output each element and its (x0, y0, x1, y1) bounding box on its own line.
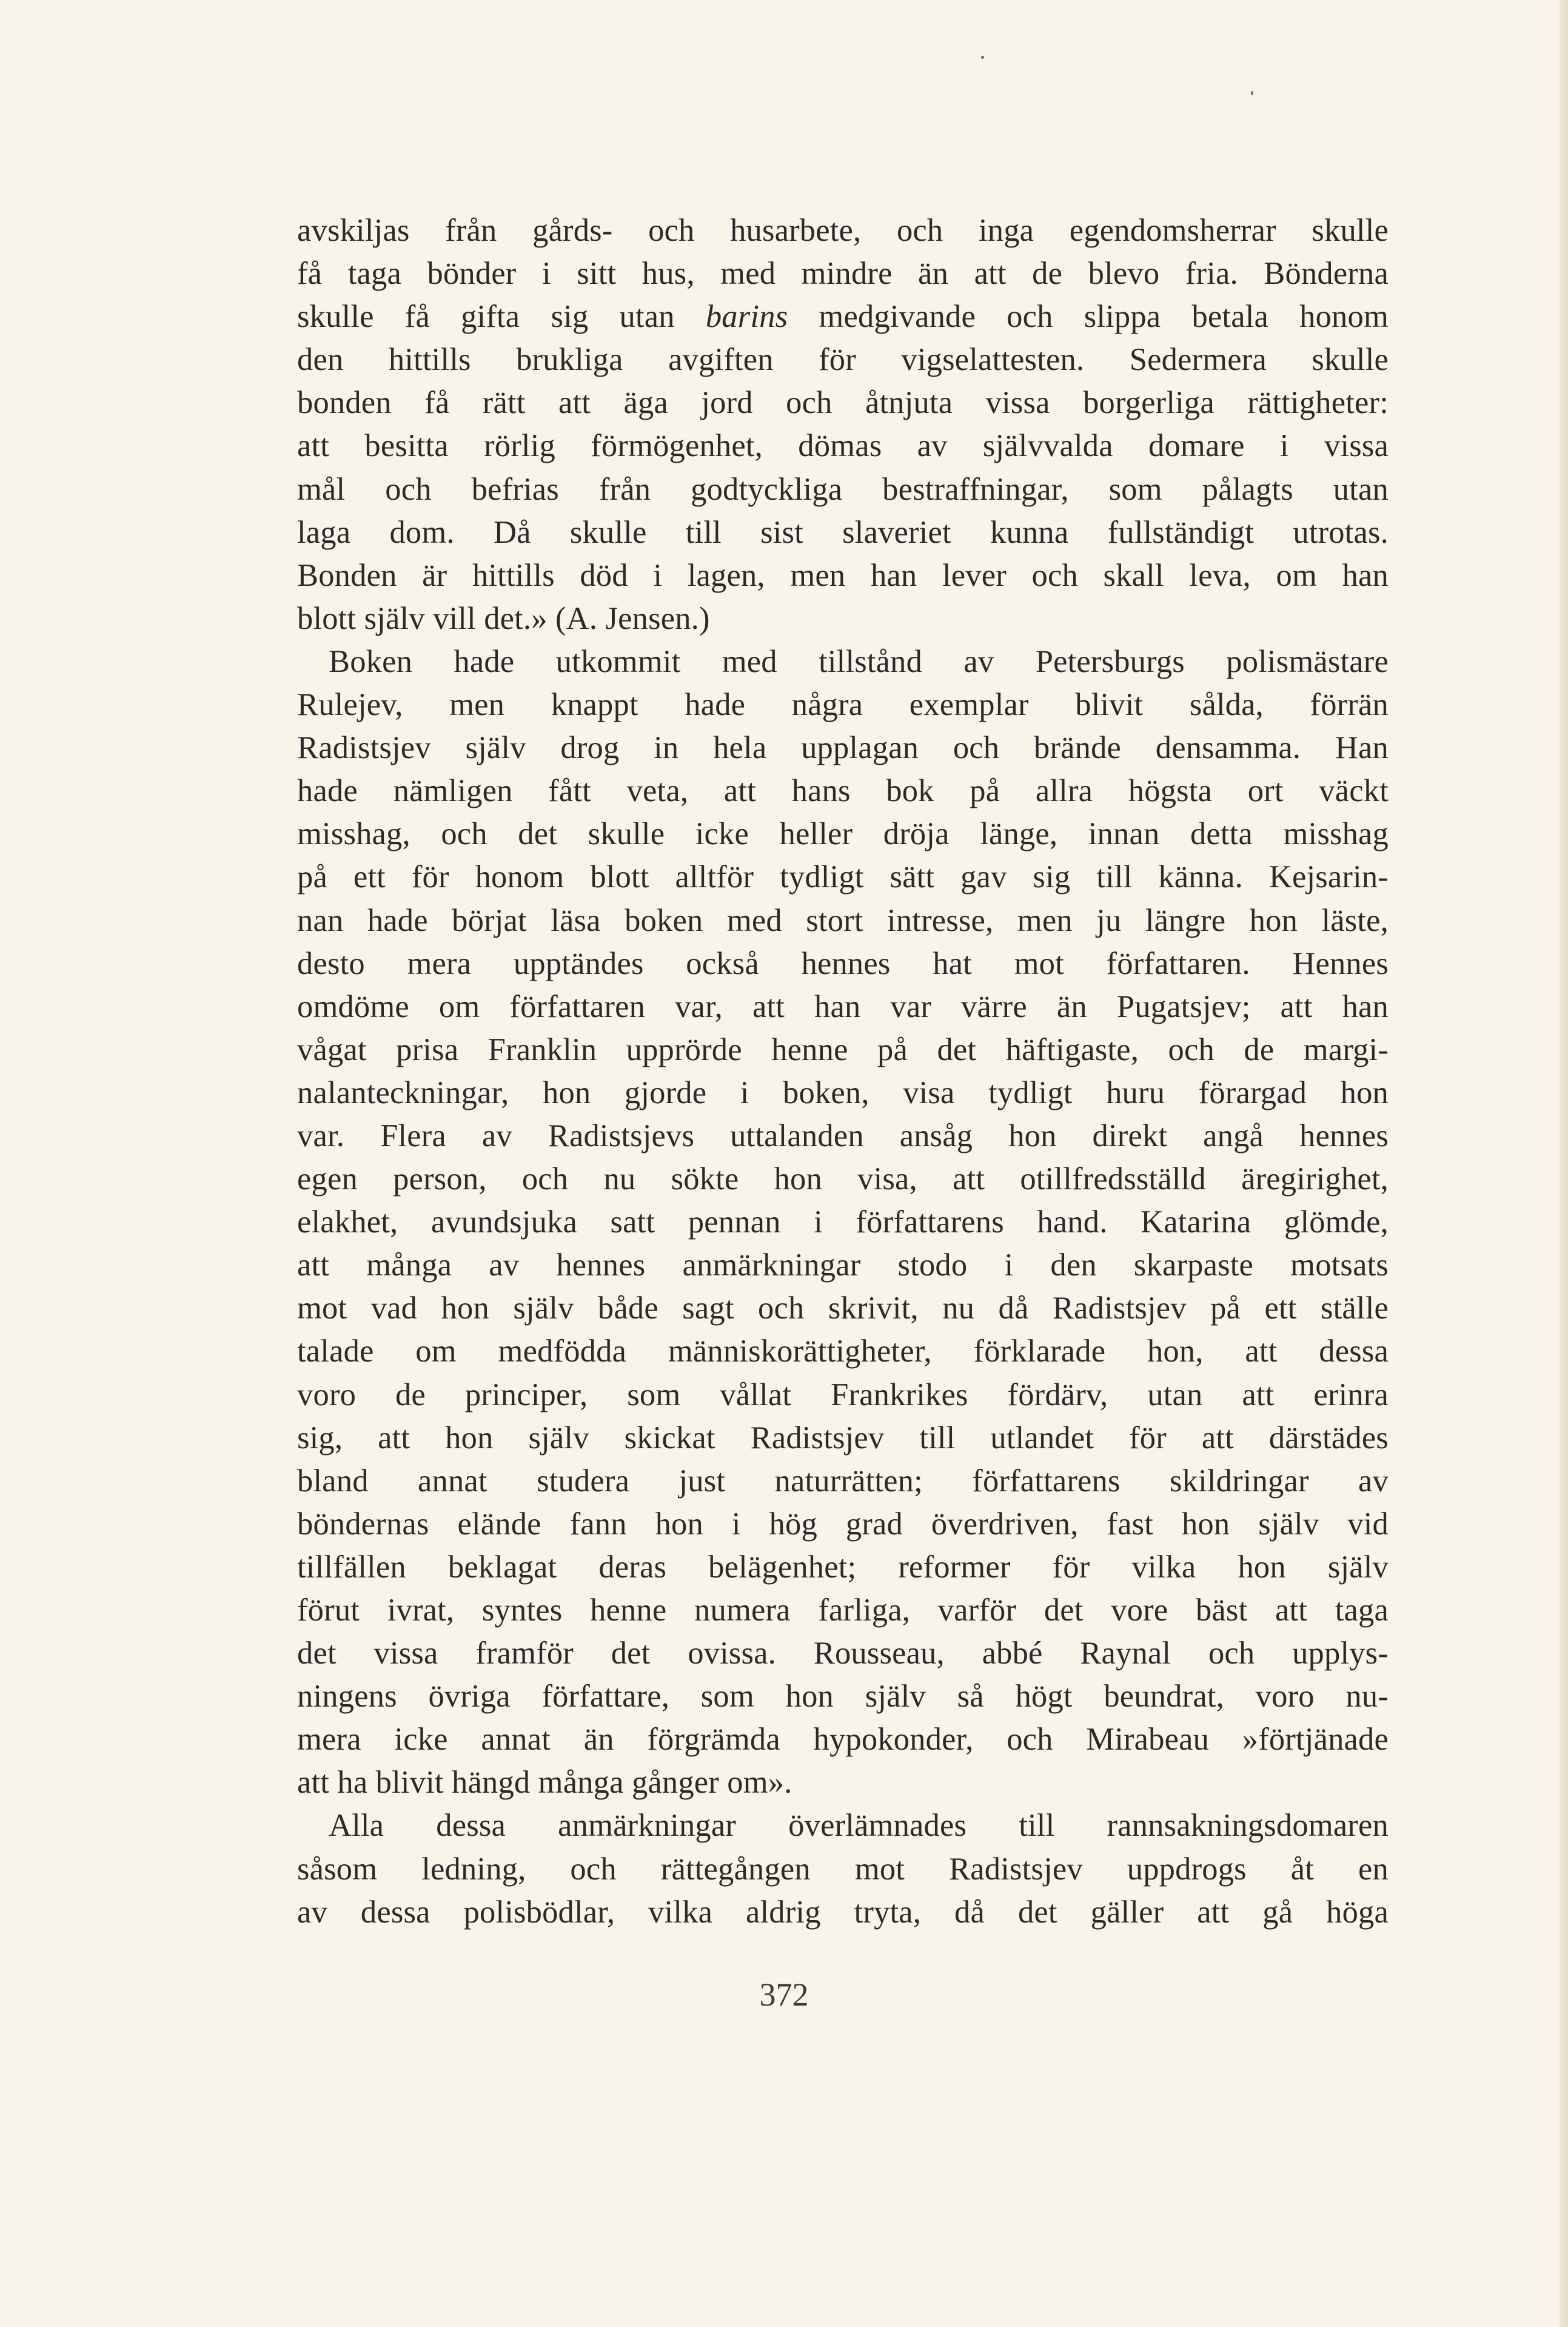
text-line: egen person, och nu sökte hon visa, att otillfredsställd äregirighet, (297, 1161, 1389, 1197)
text-line: vågat prisa Franklin upprörde henne på det häftigaste, och de margi- (297, 1032, 1389, 1067)
text-line: att många av hennes anmärkningar stodo i den skarpaste motsats (297, 1247, 1389, 1283)
paper-speck (981, 56, 984, 59)
text-line: det vissa framför det ovissa. Rousseau, abbé Raynal och upplys- (297, 1636, 1389, 1671)
italic-word: barins (705, 299, 788, 335)
paper-speck (1251, 91, 1253, 95)
text-line: förut ivrat, syntes henne numera farliga, varför det vore bäst att taga (297, 1593, 1389, 1628)
text-line: Radistsjev själv drog in hela upplagan och brände densamma. Han (297, 730, 1389, 766)
text-line: elakhet, avundsjuka satt pennan i författarens hand. Katarina glömde, (297, 1204, 1389, 1240)
text-line: laga dom. Då skulle till sist slaveriet kunna fullständigt utrotas. (297, 514, 1389, 550)
text-line: på ett för honom blott alltför tydligt sätt gav sig till känna. Kejsarin- (297, 859, 1389, 895)
text-line: mera icke annat än förgrämda hypokonder, och Mirabeau »förtjänade (297, 1722, 1389, 1758)
text-line: Boken hade utkommit med tillstånd av Petersburgs polismästare (329, 643, 1389, 679)
page-number: 372 (759, 1976, 809, 2013)
text-line: av dessa polisbödlar, vilka aldrig tryta, då det gäller att gå höga (297, 1894, 1389, 1930)
text-line: desto mera upptändes också hennes hat mot författaren. Hennes (297, 945, 1389, 981)
text-line: blott själv vill det.» (A. Jensen.) (297, 600, 710, 636)
text-line: bland annat studera just naturrätten; författarens skildringar av (297, 1463, 1389, 1499)
text-line: sig, att hon själv skickat Radistsjev till utlandet för att därstädes (297, 1420, 1389, 1456)
text-line: Bonden är hittills död i lagen, men han lever och skall leva, om han (297, 557, 1389, 593)
body-text (297, 209, 1389, 1934)
text-line: omdöme om författaren var, att han var värre än Pugatsjev; att han (297, 989, 1389, 1024)
text-line: såsom ledning, och rättegången mot Radistsjev uppdrogs åt en (297, 1851, 1389, 1887)
text-line: nalanteckningar, hon gjorde i boken, visa tydligt huru förargad hon (297, 1075, 1389, 1110)
text-line: ningens övriga författare, som hon själv så högt beundrat, voro nu- (297, 1679, 1389, 1714)
text-line: mot vad hon själv både sagt och skrivit, nu då Radistsjev på ett ställe (297, 1291, 1389, 1326)
text-line: voro de principer, som vållat Frankrikes fördärv, utan att erinra (297, 1377, 1389, 1412)
text-line: Alla dessa anmärkningar överlämnades till rannsakningsdomaren (329, 1808, 1389, 1844)
text-line: den hittills brukliga avgiften för vigselattesten. Sedermera skulle (297, 342, 1389, 378)
text-line: att ha blivit hängd många gånger om». (297, 1765, 792, 1801)
text-line: få taga bönder i sitt hus, med mindre än att de blevo fria. Bönderna (297, 256, 1389, 292)
text-line: bonden få rätt att äga jord och åtnjuta vissa borgerliga rättigheter: (297, 385, 1389, 421)
text-line: skulle få gifta sig utan barins medgivande och slippa betala honom (297, 299, 1389, 335)
text-line: tillfällen beklagat deras belägenhet; reformer för vilka hon själv (297, 1549, 1389, 1585)
text-line: att besitta rörlig förmögenhet, dömas av självvalda domare i vissa (297, 428, 1389, 464)
text-line: hade nämligen fått veta, att hans bok på allra högsta ort väckt (297, 773, 1389, 809)
text-line: nan hade börjat läsa boken med stort intresse, men ju längre hon läste, (297, 902, 1389, 938)
text-line: avskiljas från gårds- och husarbete, och inga egendomsherrar skulle (297, 213, 1389, 248)
text-line: mål och befrias från godtyckliga bestraffningar, som pålagts utan (297, 471, 1389, 507)
text-line: böndernas elände fann hon i hög grad överdriven, fast hon själv vid (297, 1506, 1389, 1542)
text-line: misshag, och det skulle icke heller dröja länge, innan detta misshag (297, 816, 1389, 852)
text-line: talade om medfödda människorättigheter, förklarade hon, att dessa (297, 1334, 1389, 1369)
text-line: Rulejev, men knappt hade några exemplar blivit sålda, förrän (297, 687, 1389, 723)
text-line: var. Flera av Radistsjevs uttalanden ansåg hon direkt angå hennes (297, 1118, 1389, 1153)
